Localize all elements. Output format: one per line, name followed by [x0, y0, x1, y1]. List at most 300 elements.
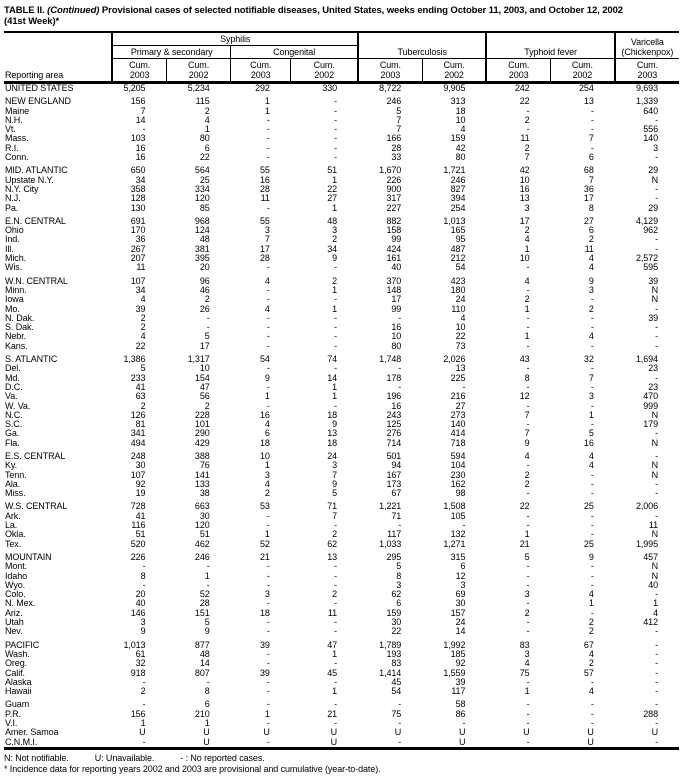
row-value: 20 [199, 263, 210, 273]
table-row [4, 364, 679, 373]
row-value: 243 [386, 410, 402, 420]
row-value: - [526, 521, 530, 531]
row-value: 9 [264, 373, 270, 383]
row-value: 2 [140, 401, 146, 411]
row-value: 83 [519, 640, 530, 650]
row-area-label: Ind. [5, 235, 20, 245]
row-value: 1 [332, 649, 338, 659]
row-value: - [266, 115, 270, 125]
row-value: 1 [588, 410, 594, 420]
varicella-group-header [615, 32, 679, 59]
row-value: 457 [643, 552, 658, 562]
row-value: 317 [386, 194, 402, 204]
row-value: 595 [643, 263, 658, 273]
row-value: - [590, 677, 594, 687]
row-value: - [590, 323, 594, 333]
row-value: - [526, 106, 530, 116]
row-area-label: E.S. CENTRAL [5, 451, 66, 461]
table-header [4, 32, 679, 83]
notifiable-diseases-table [4, 31, 679, 750]
row-value: 8 [524, 373, 530, 383]
row-area-label: Va. [5, 392, 18, 402]
row-value: 728 [130, 502, 146, 512]
row-value: 10 [455, 115, 466, 125]
row-value: 6 [264, 429, 270, 439]
table-row [4, 194, 679, 203]
row-value: 594 [450, 451, 466, 461]
row-value: 28 [260, 184, 270, 194]
row-value: 18 [260, 608, 270, 618]
row-value: 2 [332, 590, 338, 600]
row-value: 487 [450, 244, 466, 254]
row-value: 179 [643, 420, 658, 430]
row-value: 714 [386, 438, 402, 448]
row-value: - [590, 608, 594, 618]
row-area-label: Ala. [5, 479, 21, 489]
row-value: 67 [583, 640, 594, 650]
table-row [4, 166, 679, 175]
row-value: 51 [135, 530, 146, 540]
row-value: 157 [450, 608, 466, 618]
row-value: 19 [135, 489, 146, 499]
table-row [4, 540, 679, 549]
row-value: 101 [194, 420, 210, 430]
row-value: 14 [199, 659, 210, 669]
footnotes [4, 753, 679, 775]
row-value: 42 [455, 143, 466, 153]
row-value: 295 [386, 552, 402, 562]
table-row [4, 502, 679, 511]
row-value: - [398, 521, 402, 531]
row-value: 227 [386, 203, 402, 213]
row-value: 52 [260, 539, 270, 549]
row-value: 2,026 [443, 355, 466, 365]
row-value: 9 [332, 420, 338, 430]
row-value: - [334, 134, 338, 144]
row-value: - [266, 687, 270, 697]
row-value: 1,508 [443, 502, 466, 512]
row-value: 4 [204, 115, 210, 125]
row-value: U [263, 728, 270, 738]
row-area-label: E.N. CENTRAL [5, 216, 66, 226]
row-value: 117 [451, 687, 466, 697]
row-value: 7 [332, 511, 338, 521]
table-row [4, 452, 679, 461]
row-value: 226 [130, 552, 146, 562]
row-area-label: Oreg. [5, 659, 28, 669]
row-value: 8 [204, 687, 210, 697]
row-value: - [526, 401, 530, 411]
row-value: 58 [455, 700, 466, 710]
row-value: 827 [450, 184, 466, 194]
row-value: 75 [519, 668, 530, 678]
row-area-label: Wis. [5, 263, 23, 273]
row-value: - [590, 562, 594, 572]
row-value: - [655, 235, 658, 245]
row-value: 11 [520, 134, 530, 144]
row-value: N [651, 410, 658, 420]
row-value: - [655, 627, 658, 637]
row-value: 12 [455, 571, 466, 581]
row-value: - [334, 97, 338, 107]
row-value: 132 [450, 530, 466, 540]
row-value: 4 [653, 608, 658, 618]
row-value: N [651, 571, 658, 581]
table-row [4, 305, 679, 314]
row-value: 24 [327, 451, 338, 461]
row-value: 556 [643, 125, 658, 135]
row-area-label: PACIFIC [5, 640, 40, 650]
row-value: 7 [588, 373, 594, 383]
row-value: 1 [332, 203, 338, 213]
row-value: 5 [204, 618, 210, 628]
row-value: 21 [327, 709, 338, 719]
row-value: 5 [332, 489, 338, 499]
row-value: 22 [327, 184, 338, 194]
row-value: - [266, 401, 270, 411]
row-value: - [590, 295, 594, 305]
row-value: 394 [450, 194, 466, 204]
primary-secondary-header: Primary & secondary [112, 46, 230, 59]
row-value: 1,271 [443, 539, 466, 549]
row-value: 28 [199, 599, 210, 609]
row-value: - [655, 737, 658, 747]
row-area-label: Kans. [5, 341, 28, 351]
row-value: 414 [450, 429, 466, 439]
table-row [4, 235, 679, 244]
row-value: 42 [519, 166, 530, 176]
row-value: - [526, 511, 530, 521]
row-area-label: N.C. [5, 410, 23, 420]
row-value: 4 [524, 659, 530, 669]
row-value: 1 [264, 392, 270, 402]
table-row [4, 217, 679, 226]
row-area-label: Calif. [5, 668, 25, 678]
row-value: - [266, 580, 270, 590]
row-area-label: P.R. [5, 709, 21, 719]
row-value: 180 [450, 285, 466, 295]
row-area-label: Mass. [5, 134, 29, 144]
row-value: 358 [130, 184, 146, 194]
row-value: 470 [643, 392, 658, 402]
row-value: 381 [194, 244, 210, 254]
row-value: N [651, 461, 658, 471]
row-value: 315 [450, 552, 466, 562]
row-value: 170 [130, 226, 146, 236]
row-value: 14 [455, 627, 466, 637]
table-row [4, 176, 679, 185]
row-value: 71 [327, 502, 338, 512]
table-row [4, 254, 679, 263]
table-row [4, 728, 679, 737]
row-value: 18 [455, 106, 466, 116]
row-value: 1 [264, 530, 270, 540]
row-value: 67 [391, 489, 402, 499]
row-value: U [587, 728, 594, 738]
row-value: 6 [588, 153, 594, 163]
row-value: 25 [199, 175, 210, 185]
row-value: 1,013 [123, 640, 146, 650]
row-value: 83 [391, 659, 402, 669]
row-value: - [266, 143, 270, 153]
row-value: - [266, 295, 270, 305]
row-value: 159 [386, 608, 402, 618]
row-value: 17 [519, 216, 530, 226]
row-value: - [526, 562, 530, 572]
col-header-varicella-2003: Cum. 2003 [615, 59, 679, 83]
row-value: N [651, 530, 658, 540]
row-value: - [526, 709, 530, 719]
row-value: 341 [130, 429, 146, 439]
row-value: 120 [194, 194, 210, 204]
table-row [4, 700, 679, 709]
row-value: 16 [519, 184, 530, 194]
row-value: 40 [648, 580, 658, 590]
row-value: - [655, 323, 658, 333]
row-value: 22 [455, 332, 466, 342]
row-value: N [651, 470, 658, 480]
row-value: 212 [450, 254, 466, 264]
row-value: - [334, 263, 338, 273]
row-value: 21 [260, 552, 270, 562]
row-area-label: Nev. [5, 627, 23, 637]
row-value: 130 [130, 203, 146, 213]
row-value: 61 [135, 649, 146, 659]
row-value: 45 [391, 677, 402, 687]
row-value: 9 [140, 627, 146, 637]
table-row [4, 245, 679, 254]
row-value: - [526, 323, 530, 333]
row-value: 423 [450, 276, 466, 286]
row-value: 10 [519, 175, 530, 185]
row-value: 96 [199, 276, 210, 286]
row-value: 62 [391, 590, 402, 600]
row-value: - [655, 115, 658, 125]
row-value: 13 [327, 429, 338, 439]
row-value: - [655, 341, 658, 351]
row-value: 564 [194, 166, 210, 176]
row-value: 1 [524, 244, 530, 254]
footnote-not-notifiable: N: Not notifiable. [4, 752, 69, 763]
row-area-label: Minn. [5, 285, 27, 295]
row-value: - [590, 709, 594, 719]
table-row [4, 185, 679, 194]
row-value: 92 [135, 479, 146, 489]
row-value: 34 [327, 244, 338, 254]
table-row [4, 83, 679, 94]
row-area-label: Conn. [5, 153, 29, 163]
row-value: 165 [450, 226, 466, 236]
table-row [4, 627, 679, 636]
row-value: 520 [130, 539, 146, 549]
row-value: 156 [130, 709, 146, 719]
row-value: 124 [194, 226, 210, 236]
row-value: - [655, 184, 658, 194]
row-area-label: Ga. [5, 429, 20, 439]
row-value: - [334, 562, 338, 572]
row-value: 1 [332, 304, 338, 314]
row-value: 110 [451, 304, 466, 314]
row-value: 4 [588, 263, 594, 273]
row-value: 9,693 [635, 83, 658, 93]
row-value: 39 [455, 677, 466, 687]
row-value: 43 [519, 355, 530, 365]
row-value: 3 [588, 392, 594, 402]
row-value: 7 [524, 153, 530, 163]
row-value: 34 [135, 175, 146, 185]
row-value: 48 [199, 235, 210, 245]
row-value: 56 [199, 392, 210, 402]
row-value: - [655, 511, 658, 521]
table-row [4, 719, 679, 728]
row-value: - [334, 153, 338, 163]
row-value: - [142, 562, 146, 572]
row-value: 1,748 [379, 355, 402, 365]
row-value: 148 [386, 285, 402, 295]
row-value: - [526, 489, 530, 499]
row-value: 9,905 [443, 83, 466, 93]
row-area-label: Colo. [5, 590, 26, 600]
row-value: 288 [643, 709, 658, 719]
row-value: 2 [140, 313, 146, 323]
row-value: 2 [524, 295, 530, 305]
table-row [4, 204, 679, 213]
col-header-tuberculosis-2002: Cum. 2002 [422, 59, 486, 83]
row-value: - [462, 382, 466, 392]
table-row [4, 512, 679, 521]
row-value: 54 [455, 263, 466, 273]
row-value: 4 [264, 276, 270, 286]
row-value: 1,386 [123, 355, 146, 365]
row-value: 48 [199, 649, 210, 659]
row-value: - [526, 313, 530, 323]
varicella-label-line2: (Chickenpox) [621, 47, 674, 57]
row-value: - [334, 364, 338, 374]
row-area-label: Nebr. [5, 332, 27, 342]
row-value: 5 [588, 429, 594, 439]
table-row [4, 710, 679, 719]
row-value: 290 [194, 429, 210, 439]
table-week: (41st Week)* [4, 16, 60, 27]
row-value: - [398, 382, 402, 392]
row-area-label: Amer. Samoa [5, 728, 59, 738]
row-value: U [330, 737, 338, 747]
row-value: 4 [524, 276, 530, 286]
row-value: - [526, 420, 530, 430]
row-value: 126 [130, 410, 146, 420]
row-value: 1,013 [443, 216, 466, 226]
table-row [4, 314, 679, 323]
row-area-label: Ky. [5, 461, 18, 471]
table-row [4, 355, 679, 364]
row-value: 17 [583, 194, 594, 204]
row-value: - [590, 571, 594, 581]
row-value: 210 [194, 709, 210, 719]
row-value: 86 [455, 709, 466, 719]
row-value: 900 [386, 184, 402, 194]
row-value: 6 [460, 562, 466, 572]
row-value: 95 [455, 235, 466, 245]
row-value: - [526, 382, 530, 392]
row-value: - [334, 106, 338, 116]
row-value: 18 [327, 410, 338, 420]
row-value: - [266, 649, 270, 659]
row-value: - [334, 323, 338, 333]
row-value: 3 [332, 226, 338, 236]
row-value: 51 [327, 166, 338, 176]
row-value: 11 [136, 263, 146, 273]
col-header-typhoid-2003: Cum. 2003 [486, 59, 550, 83]
table-row [4, 618, 679, 627]
row-value: 6 [204, 700, 210, 710]
row-value: 22 [519, 97, 530, 107]
row-value: 1,414 [379, 668, 402, 678]
row-value: 9 [524, 438, 530, 448]
row-value: - [206, 323, 210, 333]
row-value: 1 [140, 719, 146, 728]
row-value: 24 [455, 618, 466, 628]
row-value: - [655, 659, 658, 669]
row-value: 39 [260, 640, 270, 650]
row-value: 4 [588, 332, 594, 342]
col-header-tuberculosis-2003: Cum. 2003 [358, 59, 422, 83]
row-value: 24 [455, 295, 466, 305]
row-value: 10 [455, 323, 466, 333]
table-row [4, 402, 679, 411]
row-value: - [590, 420, 594, 430]
row-area-label: Ill. [5, 244, 14, 254]
row-area-label: V.I. [5, 719, 18, 728]
congenital-header: Congenital [231, 46, 358, 59]
row-value: 1 [264, 709, 270, 719]
row-value: - [266, 599, 270, 609]
row-value: - [334, 659, 338, 669]
row-value: 36 [583, 184, 594, 194]
row-value: 16 [135, 143, 146, 153]
row-value: 4 [140, 332, 146, 342]
row-value: 27 [583, 216, 594, 226]
table-row [4, 277, 679, 286]
row-value: 2 [524, 143, 530, 153]
row-value: 12 [519, 392, 530, 402]
row-value: 128 [130, 194, 146, 204]
table-row [4, 530, 679, 539]
row-value: 68 [583, 166, 594, 176]
row-value: 16 [391, 323, 402, 333]
row-value: 30 [455, 599, 466, 609]
row-value: 2 [204, 106, 210, 116]
row-value: U [330, 728, 338, 738]
row-value: 1 [204, 571, 210, 581]
row-value: 1 [524, 332, 530, 342]
row-value: N [651, 562, 658, 572]
row-value: 4 [460, 313, 466, 323]
row-value: 162 [450, 479, 466, 489]
row-value: 25 [583, 502, 594, 512]
row-value: 330 [322, 83, 338, 93]
footnote-unavailable: U: Unavailable. [94, 752, 155, 763]
row-value: 2 [588, 235, 594, 245]
row-value: - [590, 489, 594, 499]
row-value: 28 [260, 254, 270, 264]
row-value: 154 [194, 373, 210, 383]
row-value: - [266, 285, 270, 295]
row-value: 48 [327, 216, 338, 226]
row-value: 1 [204, 125, 210, 135]
row-value: 32 [135, 659, 146, 669]
row-value: 53 [260, 502, 270, 512]
row-area-label: Md. [5, 373, 20, 383]
